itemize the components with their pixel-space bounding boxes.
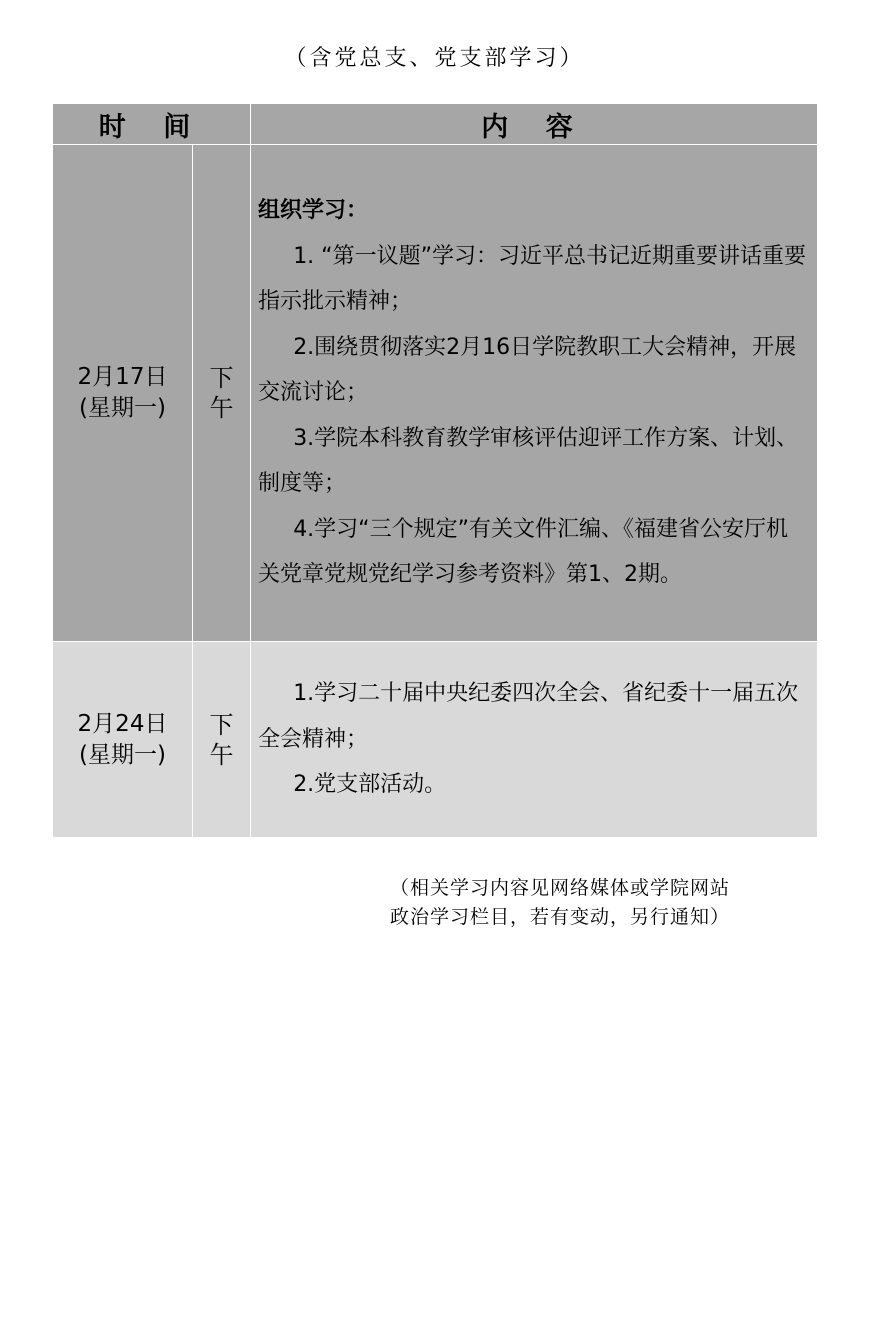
date-text: 2月24日 — [77, 710, 168, 737]
period-char: 午 — [209, 740, 234, 769]
table-row — [53, 145, 818, 642]
content-item: 2.围绕贯彻落实2月16日学院教职工大会精神，开展交流讨论； — [258, 334, 797, 406]
footnote-line: 政治学习栏目，若有变动，另行通知） — [390, 906, 731, 928]
content-item: 2.党支部活动。 — [293, 772, 447, 798]
page-subtitle: （含党总支、党支部学习） — [284, 46, 585, 71]
period-cell — [193, 145, 251, 642]
period-cell — [193, 642, 251, 838]
period-char: 午 — [209, 394, 234, 422]
schedule-table — [52, 103, 818, 838]
weekday-text: (星期一) — [79, 395, 166, 421]
footnote-line: （相关学习内容见网络媒体或学院网站 — [390, 877, 731, 899]
period-char: 下 — [209, 364, 234, 392]
header-time: 时 间 — [53, 104, 251, 145]
content-item: 1. “第一议题”学习：习近平总书记近期重要讲话重要指示批示精神； — [258, 243, 806, 315]
group-title: 组织学习： — [258, 198, 369, 224]
footnote — [390, 874, 830, 932]
content-cell — [251, 145, 818, 642]
content-item: 3.学院本科教育教学审核评估迎评工作方案、计划、制度等； — [258, 425, 799, 497]
content-item: 1.学习二十届中央纪委四次全会、省纪委十一届五次全会精神； — [258, 681, 799, 752]
table-header-row — [53, 104, 818, 145]
content-cell — [251, 642, 818, 838]
weekday-text: (星期一) — [79, 741, 166, 768]
content-item: 4.学习“三个规定”有关文件汇编、《福建省公安厅机关党章党规党纪学习参考资料》第1、2期。 — [258, 516, 788, 588]
period-char: 下 — [209, 710, 234, 739]
table-row — [53, 642, 818, 838]
date-text: 2月17日 — [77, 364, 168, 390]
date-cell — [53, 145, 193, 642]
date-cell — [53, 642, 193, 838]
header-content: 内 容 — [251, 104, 818, 145]
